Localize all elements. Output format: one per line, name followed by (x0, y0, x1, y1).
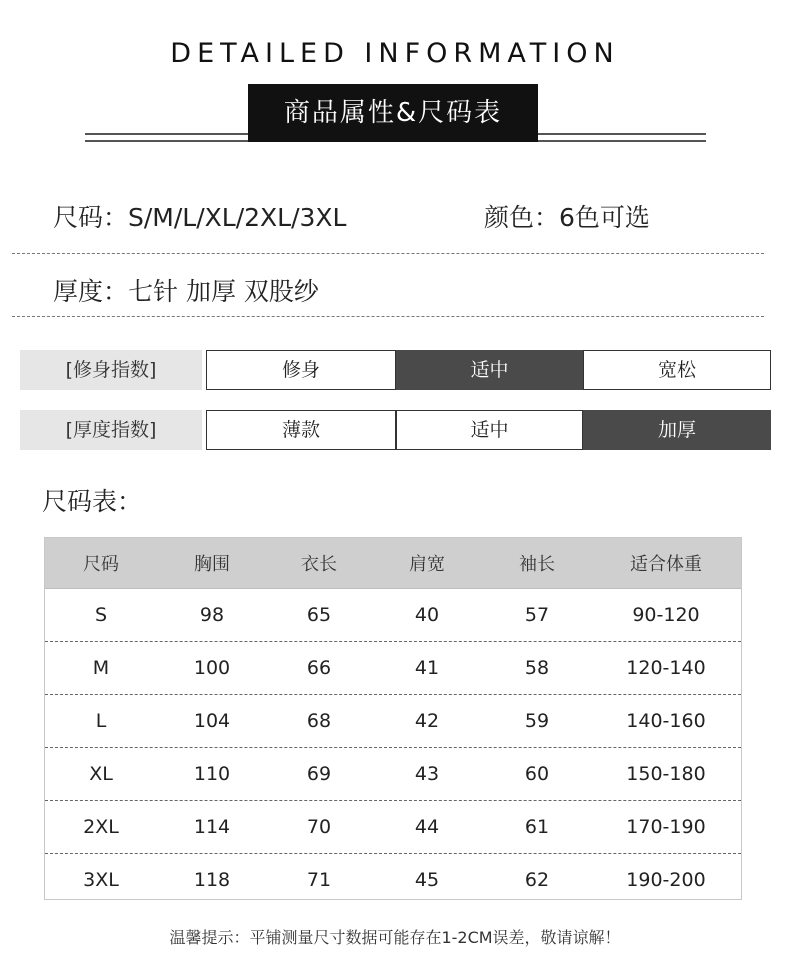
table-cell: L (95, 710, 107, 732)
fit-option-loose: 宽松 (583, 350, 771, 390)
table-cell: 40 (414, 604, 440, 626)
table-cell: 45 (414, 869, 440, 891)
header-cell: 衣长 (301, 554, 337, 575)
table-cell: 3XL (83, 869, 119, 891)
thickness-index-label: [厚度指数] (20, 410, 202, 450)
dashed-divider (12, 316, 764, 317)
english-heading: DETAILED INFORMATION (170, 38, 620, 69)
table-cell: 68 (306, 710, 332, 732)
table-cell: 140-160 (626, 710, 706, 732)
table-cell: 59 (524, 710, 550, 732)
fit-index-label: [修身指数] (20, 350, 202, 390)
fit-option-slim: 修身 (206, 350, 396, 390)
section-title: 商品属性&尺码表 (248, 84, 538, 142)
dashed-divider (12, 253, 764, 254)
table-header (45, 538, 741, 589)
table-cell: 57 (524, 604, 550, 626)
header-cell: 袖长 (519, 554, 555, 575)
table-cell: 65 (306, 604, 332, 626)
table-cell: M (92, 657, 110, 679)
table-cell: 150-180 (626, 763, 706, 785)
header-cell: 适合体重 (630, 554, 702, 575)
table-row (45, 801, 741, 854)
table-cell: 100 (193, 657, 231, 679)
table-cell: 42 (414, 710, 440, 732)
decorative-line (538, 140, 706, 142)
table-cell: 170-190 (626, 816, 706, 838)
thickness-option-thin: 薄款 (206, 410, 396, 450)
table-cell: 69 (306, 763, 332, 785)
table-row (45, 589, 741, 642)
fit-option-regular-selected: 适中 (396, 350, 583, 390)
table-cell: 41 (414, 657, 440, 679)
table-cell: 2XL (83, 816, 119, 838)
measurement-note: 温馨提示：平铺测量尺寸数据可能存在1-2CM误差，敬请谅解！ (169, 928, 621, 947)
table-cell: 44 (414, 816, 440, 838)
table-cell: 90-120 (632, 604, 700, 626)
table-cell: 190-200 (626, 869, 706, 891)
header-cell: 胸围 (194, 554, 230, 575)
table-cell: 66 (306, 657, 332, 679)
thickness-attribute: 厚度：七针 加厚 双股纱 (53, 277, 319, 306)
decorative-line (85, 133, 248, 135)
table-cell: 71 (306, 869, 332, 891)
table-cell: 61 (524, 816, 550, 838)
size-table (44, 537, 742, 900)
header-cell: 尺码 (83, 554, 119, 575)
header-cell: 肩宽 (409, 554, 445, 575)
table-cell: 120-140 (626, 657, 706, 679)
table-cell: 118 (193, 869, 231, 891)
table-row (45, 748, 741, 801)
table-row (45, 854, 741, 906)
size-chart-title: 尺码表： (42, 487, 143, 516)
table-cell: 104 (193, 710, 231, 732)
thickness-option-medium: 适中 (396, 410, 583, 450)
table-cell: XL (89, 763, 113, 785)
table-cell: 43 (414, 763, 440, 785)
table-cell: S (94, 604, 108, 626)
table-cell: 114 (193, 816, 231, 838)
size-attribute: 尺码：S/M/L/XL/2XL/3XL (53, 203, 347, 232)
table-cell: 70 (306, 816, 332, 838)
table-cell: 60 (524, 763, 550, 785)
table-cell: 110 (193, 763, 231, 785)
table-row (45, 642, 741, 695)
thickness-option-thick-selected: 加厚 (583, 410, 771, 450)
table-cell: 98 (199, 604, 225, 626)
color-attribute: 颜色：6色可选 (484, 203, 650, 232)
decorative-line (85, 140, 248, 142)
table-row (45, 695, 741, 748)
table-cell: 58 (524, 657, 550, 679)
decorative-line (538, 133, 706, 135)
table-cell: 62 (524, 869, 550, 891)
